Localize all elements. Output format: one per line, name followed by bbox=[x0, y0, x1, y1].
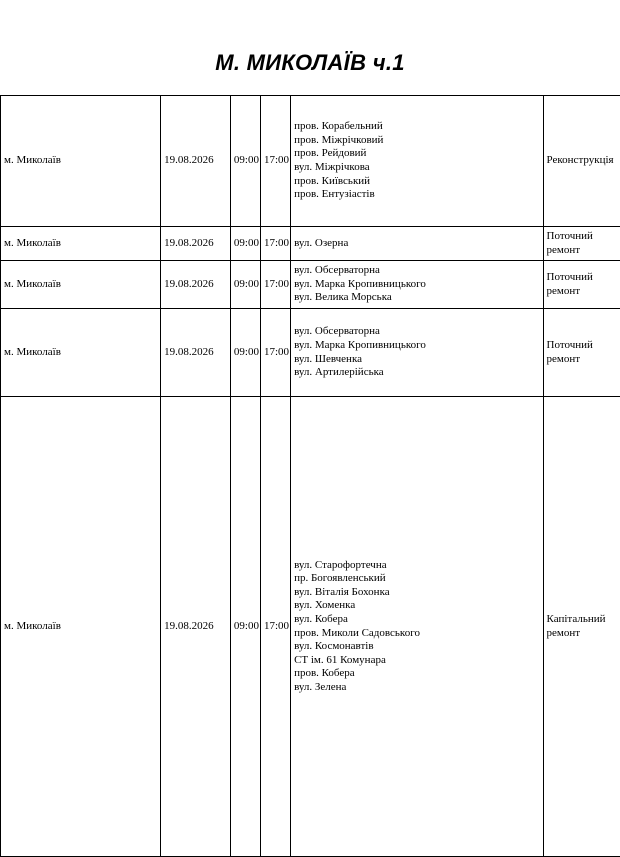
work-type-cell: Реконструкція bbox=[543, 96, 620, 227]
end-time-cell: 17:00 bbox=[260, 309, 290, 397]
street-line: вул. Велика Морська bbox=[294, 291, 539, 305]
start-time-cell: 09:00 bbox=[230, 227, 260, 261]
date-cell: 19.08.2026 bbox=[161, 96, 231, 227]
end-time-cell: 17:00 bbox=[260, 227, 290, 261]
street-line: вул. Марка Кропивницького bbox=[294, 278, 539, 292]
date-cell: 19.08.2026 bbox=[161, 227, 231, 261]
street-line: вул. Космонавтів bbox=[294, 640, 539, 654]
city-cell: м. Миколаїв bbox=[1, 96, 161, 227]
streets-cell bbox=[291, 309, 543, 397]
work-type-cell: Поточний ремонт bbox=[543, 261, 620, 309]
street-line: вул. Марка Кропивницького bbox=[294, 339, 539, 353]
street-line: пров. Корабельний bbox=[294, 120, 539, 134]
date-cell: 19.08.2026 bbox=[161, 397, 231, 857]
date-cell: 19.08.2026 bbox=[161, 309, 231, 397]
start-time-cell: 09:00 bbox=[230, 261, 260, 309]
street-line: вул. Обсерваторна bbox=[294, 264, 539, 278]
street-line: СТ ім. 61 Комунара bbox=[294, 654, 539, 668]
street-line: пров. Міжрічковий bbox=[294, 134, 539, 148]
street-line: вул. Міжрічкова bbox=[294, 161, 539, 175]
work-type-cell: Поточний ремонт bbox=[543, 309, 620, 397]
city-cell: м. Миколаїв bbox=[1, 309, 161, 397]
street-line: вул. Шевченка bbox=[294, 353, 539, 367]
work-type-cell: Капітальний ремонт bbox=[543, 397, 620, 857]
street-line: пров. Київський bbox=[294, 175, 539, 189]
city-cell: м. Миколаїв bbox=[1, 397, 161, 857]
street-line: вул. Старофортечна bbox=[294, 559, 539, 573]
outage-schedule-table bbox=[0, 95, 620, 857]
start-time-cell: 09:00 bbox=[230, 96, 260, 227]
streets-cell bbox=[291, 261, 543, 309]
streets-cell bbox=[291, 397, 543, 857]
end-time-cell: 17:00 bbox=[260, 261, 290, 309]
table-row bbox=[1, 261, 620, 309]
street-line: вул. Артилерійська bbox=[294, 366, 539, 380]
start-time-cell: 09:00 bbox=[230, 309, 260, 397]
streets-cell bbox=[291, 96, 543, 227]
date-cell: 19.08.2026 bbox=[161, 261, 231, 309]
street-line: вул. Обсерваторна bbox=[294, 325, 539, 339]
end-time-cell: 17:00 bbox=[260, 397, 290, 857]
street-line: вул. Хоменка bbox=[294, 599, 539, 613]
street-line: вул. Кобера bbox=[294, 613, 539, 627]
street-line: пров. Рейдовий bbox=[294, 147, 539, 161]
table-row bbox=[1, 96, 620, 227]
page-title: М. МИКОЛАЇВ ч.1 bbox=[0, 50, 620, 76]
city-cell: м. Миколаїв bbox=[1, 227, 161, 261]
city-cell: м. Миколаїв bbox=[1, 261, 161, 309]
table-row bbox=[1, 227, 620, 261]
work-type-cell: Поточний ремонт bbox=[543, 227, 620, 261]
start-time-cell: 09:00 bbox=[230, 397, 260, 857]
street-line: пров. Миколи Садовського bbox=[294, 627, 539, 641]
street-line: вул. Віталія Бохонка bbox=[294, 586, 539, 600]
streets-cell bbox=[291, 227, 543, 261]
street-line: пров. Ентузіастів bbox=[294, 188, 539, 202]
street-line: вул. Зелена bbox=[294, 681, 539, 695]
table-row bbox=[1, 309, 620, 397]
end-time-cell: 17:00 bbox=[260, 96, 290, 227]
street-line: пров. Кобера bbox=[294, 667, 539, 681]
table-row bbox=[1, 397, 620, 857]
street-line: вул. Озерна bbox=[294, 237, 539, 251]
street-line: пр. Богоявленський bbox=[294, 572, 539, 586]
